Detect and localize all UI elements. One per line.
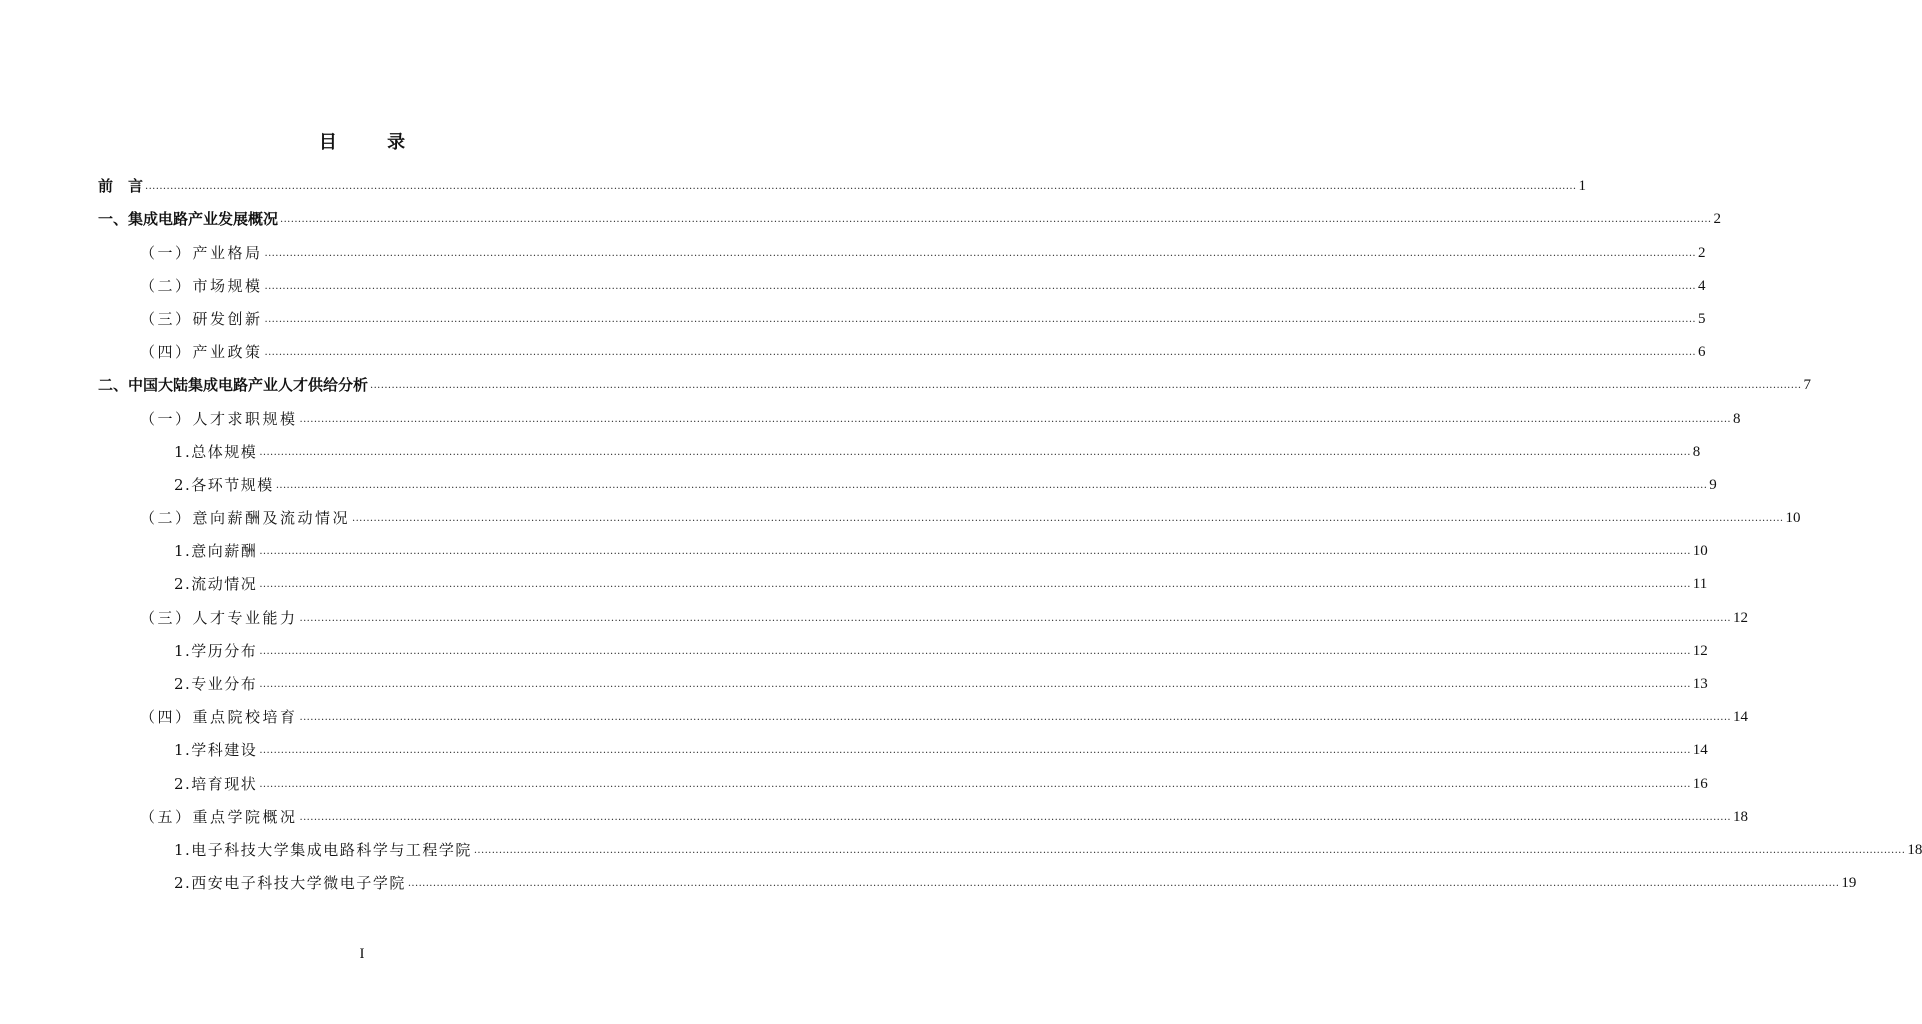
page-footer-number: I xyxy=(359,946,365,962)
toc-dot-leader: ................................................................................................................................................................................................................................................................................................................................................................................................................ xyxy=(259,546,1691,558)
toc-dot-leader: ................................................................................................................................................................................................................................................................................................................................................................................................................ xyxy=(299,811,1731,823)
toc-dot-leader: ................................................................................................................................................................................................................................................................................................................................................................................................................ xyxy=(264,280,1696,292)
table-of-contents xyxy=(98,166,1922,896)
toc-entry[interactable] xyxy=(98,398,1741,431)
toc-dot-leader: ................................................................................................................................................................................................................................................................................................................................................................................................................ xyxy=(299,612,1731,624)
toc-dot-leader: ................................................................................................................................................................................................................................................................................................................................................................................................................ xyxy=(370,380,1802,392)
toc-dot-leader: ................................................................................................................................................................................................................................................................................................................................................................................................................ xyxy=(259,745,1691,757)
toc-dot-leader: ................................................................................................................................................................................................................................................................................................................................................................................................................ xyxy=(145,181,1577,193)
toc-dot-leader: ................................................................................................................................................................................................................................................................................................................................................................................................................ xyxy=(259,446,1691,458)
toc-page-number: 2 xyxy=(1713,211,1721,228)
toc-page-number: 12 xyxy=(1692,642,1708,659)
toc-entry[interactable] xyxy=(98,432,1701,465)
toc-page-number: 5 xyxy=(1698,310,1706,327)
toc-entry[interactable] xyxy=(98,266,1706,299)
toc-entry-label: 1.意向薪酬 xyxy=(174,542,258,561)
toc-dot-leader: ................................................................................................................................................................................................................................................................................................................................................................................................................ xyxy=(259,579,1691,591)
toc-dot-leader: ................................................................................................................................................................................................................................................................................................................................................................................................................ xyxy=(280,214,1712,226)
toc-entry[interactable] xyxy=(98,863,1857,896)
toc-entry-label: （二）意向薪酬及流动情况 xyxy=(140,509,351,528)
toc-entry-label: 2.西安电子科技大学微电子学院 xyxy=(174,874,406,893)
toc-entry-label: 2.培育现状 xyxy=(174,774,258,793)
toc-page-number: 19 xyxy=(1841,875,1857,892)
toc-page-number: 18 xyxy=(1733,808,1748,825)
page-title: 目 录 xyxy=(318,132,428,153)
toc-page-number: 14 xyxy=(1692,742,1708,759)
toc-entry[interactable] xyxy=(98,166,1586,199)
toc-page-number: 8 xyxy=(1733,410,1741,427)
toc-entry[interactable] xyxy=(98,797,1748,830)
toc-dot-leader: ................................................................................................................................................................................................................................................................................................................................................................................................................ xyxy=(299,413,1731,425)
toc-entry-label: 1.总体规模 xyxy=(174,442,258,461)
toc-dot-leader: ................................................................................................................................................................................................................................................................................................................................................................................................................ xyxy=(352,513,1784,525)
toc-entry[interactable] xyxy=(98,332,1706,365)
toc-page-number: 10 xyxy=(1785,510,1801,527)
toc-page-number: 6 xyxy=(1698,344,1706,361)
toc-dot-leader: ................................................................................................................................................................................................................................................................................................................................................................................................................ xyxy=(407,878,1840,890)
toc-page-number: 9 xyxy=(1709,476,1717,493)
toc-entry-label: 1.学历分布 xyxy=(174,641,258,660)
toc-page-number: 18 xyxy=(1907,841,1922,858)
toc-dot-leader: ................................................................................................................................................................................................................................................................................................................................................................................................................ xyxy=(299,712,1731,724)
toc-entry-label: 2.专业分布 xyxy=(174,675,258,693)
toc-entry[interactable] xyxy=(98,763,1708,796)
toc-page-number: 14 xyxy=(1733,709,1748,726)
toc-dot-leader: ................................................................................................................................................................................................................................................................................................................................................................................................................ xyxy=(473,844,1906,856)
toc-entry-label: （四）重点院校培育 xyxy=(140,708,298,727)
toc-dot-leader: ................................................................................................................................................................................................................................................................................................................................................................................................................ xyxy=(259,778,1691,790)
toc-dot-leader: ................................................................................................................................................................................................................................................................................................................................................................................................................ xyxy=(264,313,1696,325)
toc-entry[interactable] xyxy=(98,465,1717,498)
toc-entry-label: （一）人才求职规模 xyxy=(140,409,298,428)
toc-entry[interactable] xyxy=(98,664,1708,697)
toc-page-number: 8 xyxy=(1692,443,1701,460)
toc-entry[interactable] xyxy=(98,697,1748,730)
toc-entry[interactable] xyxy=(98,299,1706,332)
toc-entry-label: （一）产业格局 xyxy=(140,243,263,262)
toc-page-number: 2 xyxy=(1698,244,1706,261)
toc-page-number: 1 xyxy=(1578,178,1586,195)
toc-entry[interactable] xyxy=(98,365,1811,398)
toc-page-number: 4 xyxy=(1698,277,1706,294)
toc-entry[interactable] xyxy=(98,199,1721,232)
toc-entry-label: （四）产业政策 xyxy=(140,343,263,362)
toc-page-number: 16 xyxy=(1692,775,1708,792)
toc-entry[interactable] xyxy=(98,730,1708,763)
toc-entry-label: （三）研发创新 xyxy=(140,309,263,328)
toc-dot-leader: ................................................................................................................................................................................................................................................................................................................................................................................................................ xyxy=(264,247,1696,259)
toc-entry[interactable] xyxy=(98,564,1708,597)
toc-page-number: 12 xyxy=(1733,609,1748,626)
toc-entry[interactable] xyxy=(98,830,1922,863)
toc-entry-label: 1.电子科技大学集成电路科学与工程学院 xyxy=(174,840,472,859)
toc-page-number: 11 xyxy=(1692,576,1708,593)
toc-entry-label: 1.学科建设 xyxy=(174,741,258,760)
toc-dot-leader: ................................................................................................................................................................................................................................................................................................................................................................................................................ xyxy=(259,645,1691,657)
toc-entry-label: 前 言 xyxy=(98,177,144,196)
toc-entry[interactable] xyxy=(98,531,1708,564)
toc-dot-leader: ................................................................................................................................................................................................................................................................................................................................................................................................................ xyxy=(259,679,1691,690)
toc-dot-leader: ................................................................................................................................................................................................................................................................................................................................................................................................................ xyxy=(275,479,1708,491)
toc-entry-label: 2.流动情况 xyxy=(174,575,258,594)
toc-entry-label: 一、集成电路产业发展概况 xyxy=(98,210,279,229)
toc-page-number: 13 xyxy=(1692,676,1708,692)
toc-page-number: 7 xyxy=(1803,377,1811,394)
toc-dot-leader: ................................................................................................................................................................................................................................................................................................................................................................................................................ xyxy=(264,347,1696,359)
toc-entry-label: 2.各环节规模 xyxy=(174,475,274,494)
toc-page-number: 10 xyxy=(1692,543,1708,560)
toc-entry-label: （三）人才专业能力 xyxy=(140,608,298,627)
toc-entry[interactable] xyxy=(98,597,1748,630)
toc-entry-label: （二）市场规模 xyxy=(140,276,263,295)
toc-entry-label: （五）重点学院概况 xyxy=(140,807,298,826)
toc-entry[interactable] xyxy=(98,498,1801,531)
toc-entry-label: 二、中国大陆集成电路产业人才供给分析 xyxy=(98,376,369,395)
toc-entry[interactable] xyxy=(98,232,1706,265)
toc-entry[interactable] xyxy=(98,631,1708,664)
